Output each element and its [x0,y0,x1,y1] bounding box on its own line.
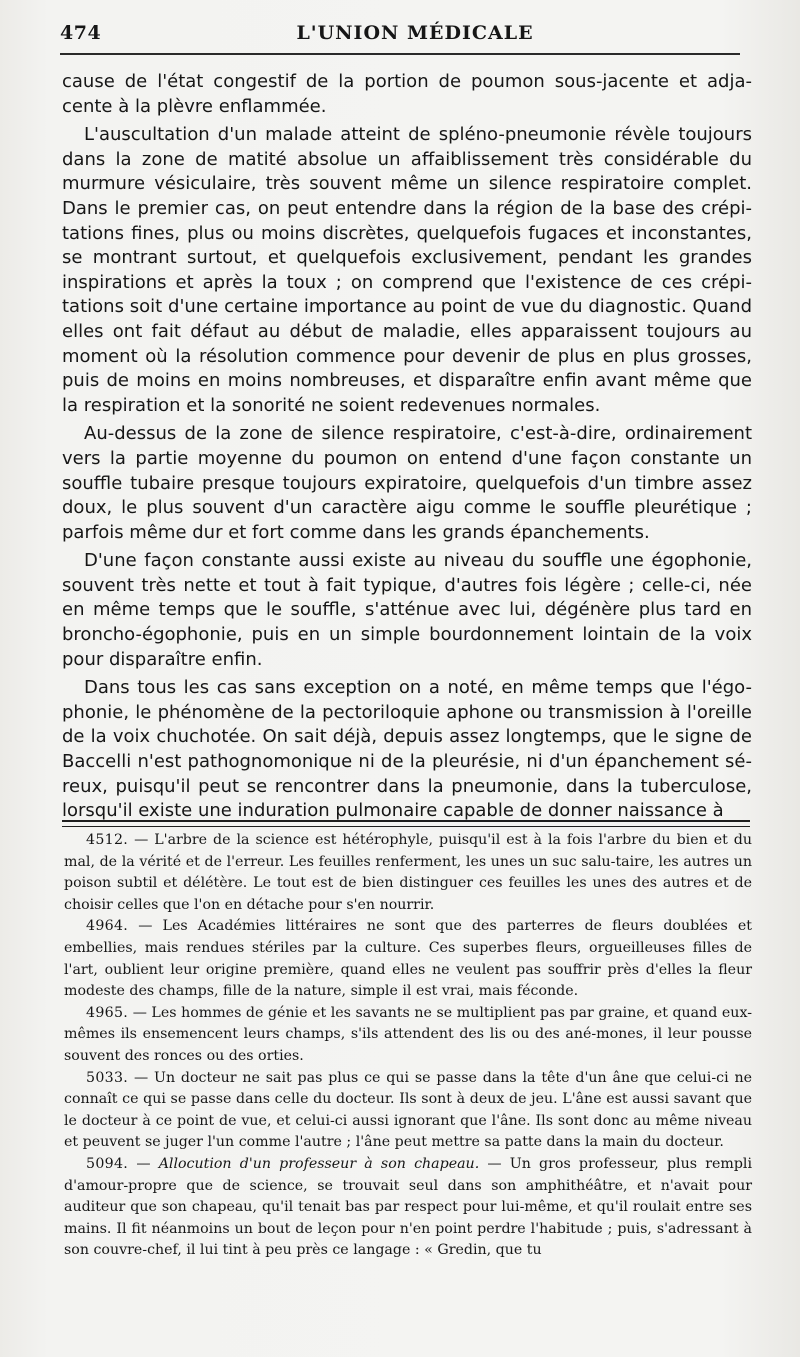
note-dash: — [136,1155,159,1172]
note-number: 4965. [86,1004,129,1021]
paragraph: L'auscultation d'un malade atteint de spléno-pneumonie révèle toujours dans la zone de matité absolue un affaiblissement très considérable du murmure vésiculaire, très souvent même un silence respiratoire complet. Dans le premier cas, on peut entendre dans la région de la base des crépi-tations fines, plus ou moins discrètes, quelquefois fugaces et inconstantes, se montrant surtout, et quelquefois exclusivement, pendant les grandes inspirations et après la toux ; on comprend que l'existence de ces crépi-tations soit d'une certaine importance au point de vue du diagnostic. Quand elles ont fait défaut au début de maladie, elles apparaissent toujours au moment où la résolution commence pour devenir de plus en plus grosses, puis de moins en moins nombreuses, et disparaître enfin avant même que la respiration et la sonorité ne soient redevenues normales. [62,124,752,416]
note-number: 4964. [86,918,129,935]
note-item [64,830,752,916]
note-item [64,916,752,1002]
note-text: — Un docteur ne sait pas plus ce qui se passe dans la tête d'un âne que celui-ci ne connaît ce qui se passe dans celle du docteur. Ils sont à deux de jeu. L'âne est aussi savant que le docteur à ce point de vue, et celui-ci aussi ignorant que l'âne. Ils sont donc au même niveau et peuvent se juger l'un comme l'autre ; l'âne peut mettre sa patte dans la main du docteur. [64,1069,752,1151]
body-text [62,70,752,828]
page-number: 474 [60,22,102,44]
note-title: Allocution d'un professeur à son chapeau. [158,1155,480,1172]
note-text: — Un gros professeur, plus rempli d'amour-propre que de science, se trouvait seul dans son amphithéâtre, et n'avait pour auditeur que son chapeau, qu'il tenait bas par respect pour lui-même, et qu'il roulait entre ses mains. Il fit néanmoins un bout de leçon pour n'en point perdre l'habitude ; puis, s'adressant à son couvre-chef, il lui tint à peu près ce langage : « Gredin, que tu [64,1155,752,1259]
paragraph: Dans tous les cas sans exception on a noté, en même temps que l'égo-phonie, le phénomène de la pectoriloquie aphone ou transmission à l'oreille de la voix chuchotée. On sait déjà, depuis assez longtemps, que le signe de Baccelli n'est pathognomonique ni de la pleurésie, ni d'un épanchement sé-reux, puisqu'il peut se rencontrer dans la pneumonie, dans la tuberculose, lorsqu'il existe une induration pulmonaire capable de donner naissance à [62,677,752,822]
paragraph: D'une façon constante aussi existe au niveau du souffle une égophonie, souvent très nette et tout à fait typique, d'autres fois légère ; celle-ci, née en même temps que le souffle, s'atténue avec lui, dégénère plus tard en broncho-égophonie, puis en un simple bourdonnement lointain de la voix pour disparaître enfin. [62,550,752,670]
note-number: 5033. [86,1069,129,1086]
note-item [64,1003,752,1068]
header-rule [60,53,740,55]
page-header [60,22,750,50]
note-number: 4512. [86,832,129,848]
note-item [64,1068,752,1154]
paragraph: cause de l'état congestif de la portion de poumon sous-jacente et adja-cente à la plèvre enflammée. [62,71,752,117]
note-item [64,1154,752,1262]
running-title: L'UNION MÉDICALE [296,22,534,44]
note-number: 5094. [86,1155,129,1172]
footnotes [64,830,752,1262]
note-text: — Les Académies littéraires ne sont que des parterres de fleurs doublées et embellies, mais rendues stériles par la culture. Ces superbes fleurs, orgueilleuses filles de l'art, oublient leur origine première, quand elles ne veulent pas souffrir près d'elles la fleur modeste des champs, fille de la nature, simple il est vrai, mais féconde. [64,918,752,1000]
note-text: — Les hommes de génie et les savants ne se multiplient pas par graine, et quand eux-mêmes ils ensemencent leurs champs, s'ils attendent des lis ou des ané-mones, il leur pousse souvent des ronces ou des orties. [64,1004,752,1064]
notes-divider [62,820,750,827]
paragraph: Au-dessus de la zone de silence respiratoire, c'est-à-dire, ordinairement vers la partie moyenne du poumon on entend d'une façon constante un souffle tubaire presque toujours expiratoire, quelquefois d'un timbre assez doux, le plus souvent d'un caractère aigu comme le souffle pleurétique ; parfois même dur et fort comme dans les grands épanchements. [62,423,752,543]
note-text: — L'arbre de la science est hétérophyle, puisqu'il est à la fois l'arbre du bien et du mal, de la vérité et de l'erreur. Les feuilles renferment, les unes un suc salu-taire, les autres un poison subtil et délétère. Le tout est de bien distinguer ces feuilles les unes des autres et de choisir celles que l'on en détache pour s'en nourrir. [64,832,752,913]
